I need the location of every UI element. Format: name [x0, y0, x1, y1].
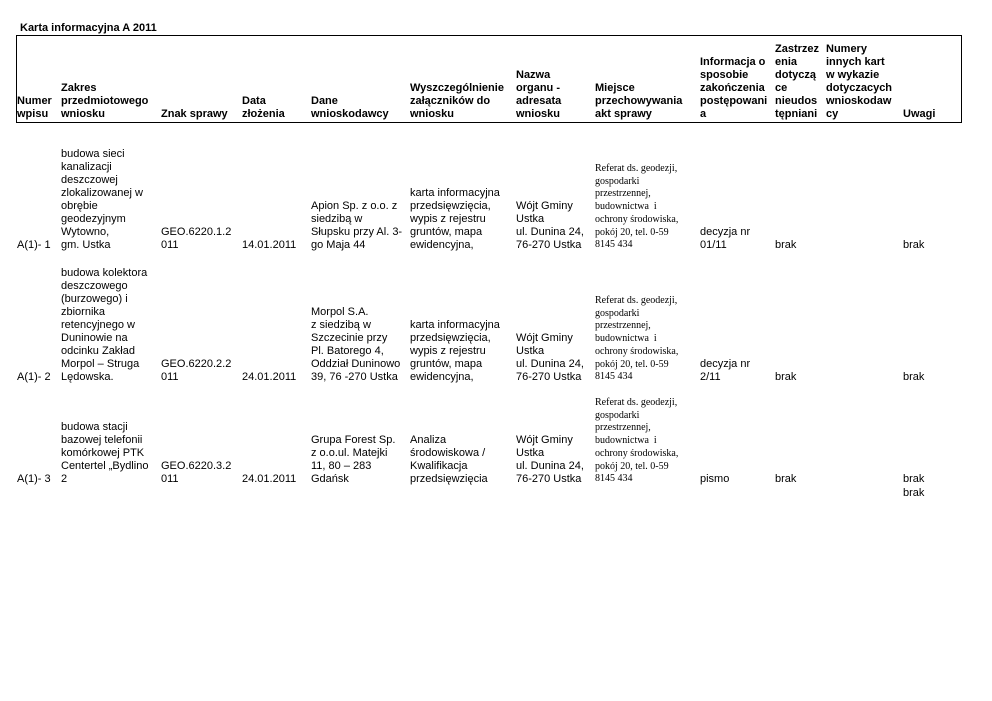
- cell-miejsce: Referat ds. geodezji, gospodarki przestrzennej, budownictwa i ochrony środowiska, pokój 20, tel. 0-59 8145 434: [595, 295, 679, 383]
- table-row: [0, 252, 992, 384]
- cell-znak: GEO.6220.3.2 011: [161, 460, 232, 485]
- header-zakres: Zakres przedmiotowego wniosku: [61, 82, 149, 120]
- cell-wnioskodawca: Morpol S.A. z siedzibą w Szczecinie przy Pl. Batorego 4, Oddział Duninowo 39, 76 -270 Ustka: [311, 306, 401, 383]
- cell-informacja: decyzja nr 01/11: [700, 226, 751, 251]
- cell-miejsce: Referat ds. geodezji, gospodarki przestrzennej, budownictwa i ochrony środowiska, pokój 20, tel. 0-59 8145 434: [595, 397, 679, 485]
- cell-informacja: pismo: [700, 473, 730, 485]
- cell-numer: A(1)- 1: [17, 239, 51, 251]
- cell-data: 14.01.2011: [242, 239, 297, 251]
- document-title: Karta informacyjna A 2011: [20, 22, 157, 34]
- header-informacja: Informacja o sposobie zakończenia postępowani a: [700, 56, 768, 120]
- header-uwagi: Uwagi: [903, 108, 936, 120]
- cell-organ: Wójt Gminy Ustka ul. Dunina 24, 76-270 Ustka: [516, 332, 584, 383]
- cell-wnioskodawca: Apion Sp. z o.o. z siedzibą w Słupsku przy Al. 3- go Maja 44: [311, 200, 403, 251]
- cell-znak: GEO.6220.2.2 011: [161, 358, 232, 383]
- trailing-note: brak: [903, 487, 925, 499]
- header-numer-wpisu: Numer wpisu: [17, 95, 52, 120]
- header-nazwa-organu: Nazwa organu - adresata wniosku: [516, 69, 562, 120]
- cell-znak: GEO.6220.1.2 011: [161, 226, 232, 251]
- cell-zalaczniki: Analiza środowiskowa / Kwalifikacja przedsięwzięcia: [410, 434, 488, 485]
- cell-zakres: budowa stacji bazowej telefonii komórkowej PTK Centertel „Bydlino 2: [61, 421, 149, 485]
- cell-uwagi: brak: [903, 371, 925, 383]
- cell-zastrzezenia: brak: [775, 371, 797, 383]
- cell-informacja: decyzja nr 2/11: [700, 358, 751, 383]
- header-data-zlozenia: Data złożenia: [242, 95, 285, 120]
- cell-data: 24.01.2011: [242, 371, 297, 383]
- cell-zalaczniki: karta informacyjna przedsięwzięcia, wypis z rejestru gruntów, mapa ewidencyjna,: [410, 319, 500, 383]
- cell-organ: Wójt Gminy Ustka ul. Dunina 24, 76-270 Ustka: [516, 200, 584, 251]
- cell-zastrzezenia: brak: [775, 473, 797, 485]
- cell-miejsce: Referat ds. geodezji, gospodarki przestrzennej, budownictwa i ochrony środowiska, pokój 20, tel. 0-59 8145 434: [595, 163, 679, 251]
- cell-zalaczniki: karta informacyjna przedsięwzięcia, wypis z rejestru gruntów, mapa ewidencyjna,: [410, 187, 500, 251]
- cell-organ: Wójt Gminy Ustka ul. Dunina 24, 76-270 Ustka: [516, 434, 584, 485]
- cell-numer: A(1)- 2: [17, 371, 51, 383]
- header-miejsce: Miejsce przechowywania akt sprawy: [595, 82, 683, 120]
- header-dane-wnioskodawcy: Dane wnioskodawcy: [311, 95, 389, 120]
- cell-uwagi: brak: [903, 473, 925, 485]
- header-zalaczniki: Wyszczególnienie załączników do wniosku: [410, 82, 504, 120]
- cell-data: 24.01.2011: [242, 473, 297, 485]
- header-zastrzezenia: Zastrzez enia dotyczą ce nieudos tępniani: [775, 43, 820, 120]
- cell-uwagi: brak: [903, 239, 925, 251]
- header-numery-kart: Numery innych kart w wykazie dotyczacych wnioskodaw cy: [826, 43, 893, 120]
- cell-zastrzezenia: brak: [775, 239, 797, 251]
- table-row: [0, 124, 992, 252]
- header-znak-sprawy: Znak sprawy: [161, 108, 228, 120]
- table-header: [0, 0, 992, 123]
- cell-wnioskodawca: Grupa Forest Sp. z o.o.ul. Matejki 11, 80 – 283 Gdańsk: [311, 434, 396, 485]
- cell-numer: A(1)- 3: [17, 473, 51, 485]
- cell-zakres: budowa sieci kanalizacji deszczowej zlokalizowanej w obrębie geodezyjnym Wytowno, gm. Ustka: [61, 148, 143, 251]
- cell-zakres: budowa kolektora deszczowego (burzowego) i zbiornika retencyjnego w Duninowie na odcinku Zakład Morpol – Struga Lędowska.: [61, 267, 148, 383]
- table-row: [0, 384, 992, 486]
